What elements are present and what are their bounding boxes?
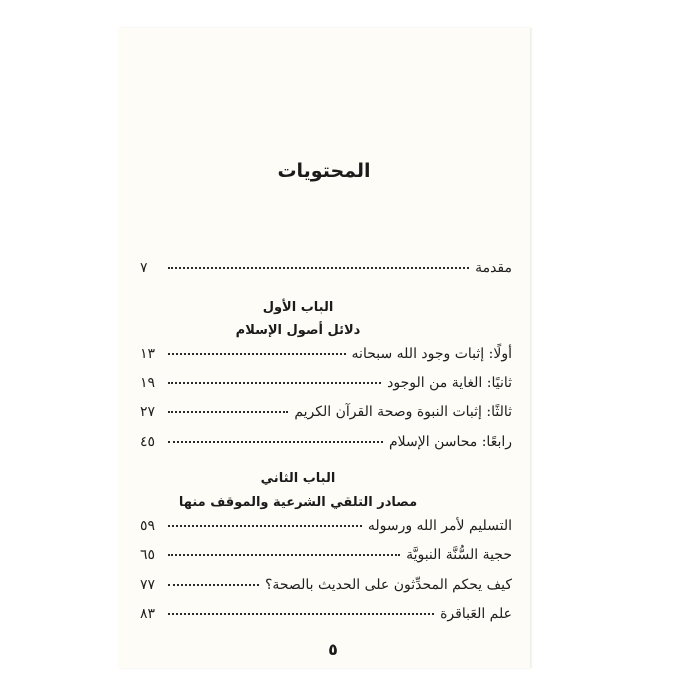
dot-leader bbox=[168, 584, 259, 586]
page-number: ٥ bbox=[328, 640, 338, 659]
toc-entry-label: رابعًا: محاسن الإسلام bbox=[389, 434, 512, 450]
toc-entry-page: ٨٣ bbox=[140, 606, 156, 622]
toc-entry-label: حجية السُّنَّة النبويَّة bbox=[406, 547, 512, 563]
dot-leader bbox=[168, 525, 362, 527]
toc-entry bbox=[140, 547, 512, 569]
toc-entry-label: ثالثًا: إثبات النبوة وصحة القرآن الكريم bbox=[294, 404, 512, 420]
toc-entry bbox=[140, 577, 512, 599]
toc-entry-page: ٧٧ bbox=[140, 577, 156, 593]
dot-leader bbox=[168, 382, 381, 384]
dot-leader bbox=[168, 613, 434, 615]
dot-leader bbox=[168, 411, 288, 413]
dot-leader bbox=[168, 554, 400, 556]
toc-entry-page: ٧ bbox=[140, 260, 148, 276]
toc-entry-label: التسليم لأمر الله ورسوله bbox=[367, 518, 512, 534]
toc-entry-page: ٥٩ bbox=[140, 518, 156, 534]
toc-entry-intro bbox=[140, 260, 512, 282]
toc-entry bbox=[140, 346, 512, 368]
toc-entry-page: ٢٧ bbox=[140, 404, 156, 420]
toc-entry-page: ٦٥ bbox=[140, 547, 156, 563]
part2-heading: الباب الثاني bbox=[260, 471, 336, 486]
toc-entry-page: ١٩ bbox=[140, 375, 156, 391]
page-title: المحتويات bbox=[277, 160, 371, 182]
toc-entry-page: ٤٥ bbox=[140, 434, 156, 450]
part1-heading: الباب الأول bbox=[262, 300, 334, 315]
toc-entry-page: ١٣ bbox=[140, 346, 156, 362]
toc-entry-label: مقدمة bbox=[475, 260, 512, 276]
toc-entry-label: علم العَباقرة bbox=[440, 606, 512, 622]
toc-entry bbox=[140, 375, 512, 397]
dot-leader bbox=[168, 441, 383, 443]
dot-leader bbox=[168, 353, 346, 355]
toc-entry-label: كيف يحكم المحدِّثون على الحديث بالصحة؟ bbox=[264, 577, 512, 593]
part1-subtitle: دلائل أصول الإسلام bbox=[235, 323, 361, 338]
toc-entry bbox=[140, 434, 512, 456]
toc-entry bbox=[140, 518, 512, 540]
toc-entry bbox=[140, 404, 512, 426]
toc-entry-label: أولًا: إثبات وجود الله سبحانه bbox=[351, 346, 512, 362]
toc-entry-label: ثانيًا: الغاية من الوجود bbox=[387, 375, 512, 391]
dot-leader bbox=[168, 267, 469, 269]
part2-subtitle: مصادر التلقي الشرعية والموقف منها bbox=[178, 495, 418, 510]
toc-entry bbox=[140, 606, 512, 628]
